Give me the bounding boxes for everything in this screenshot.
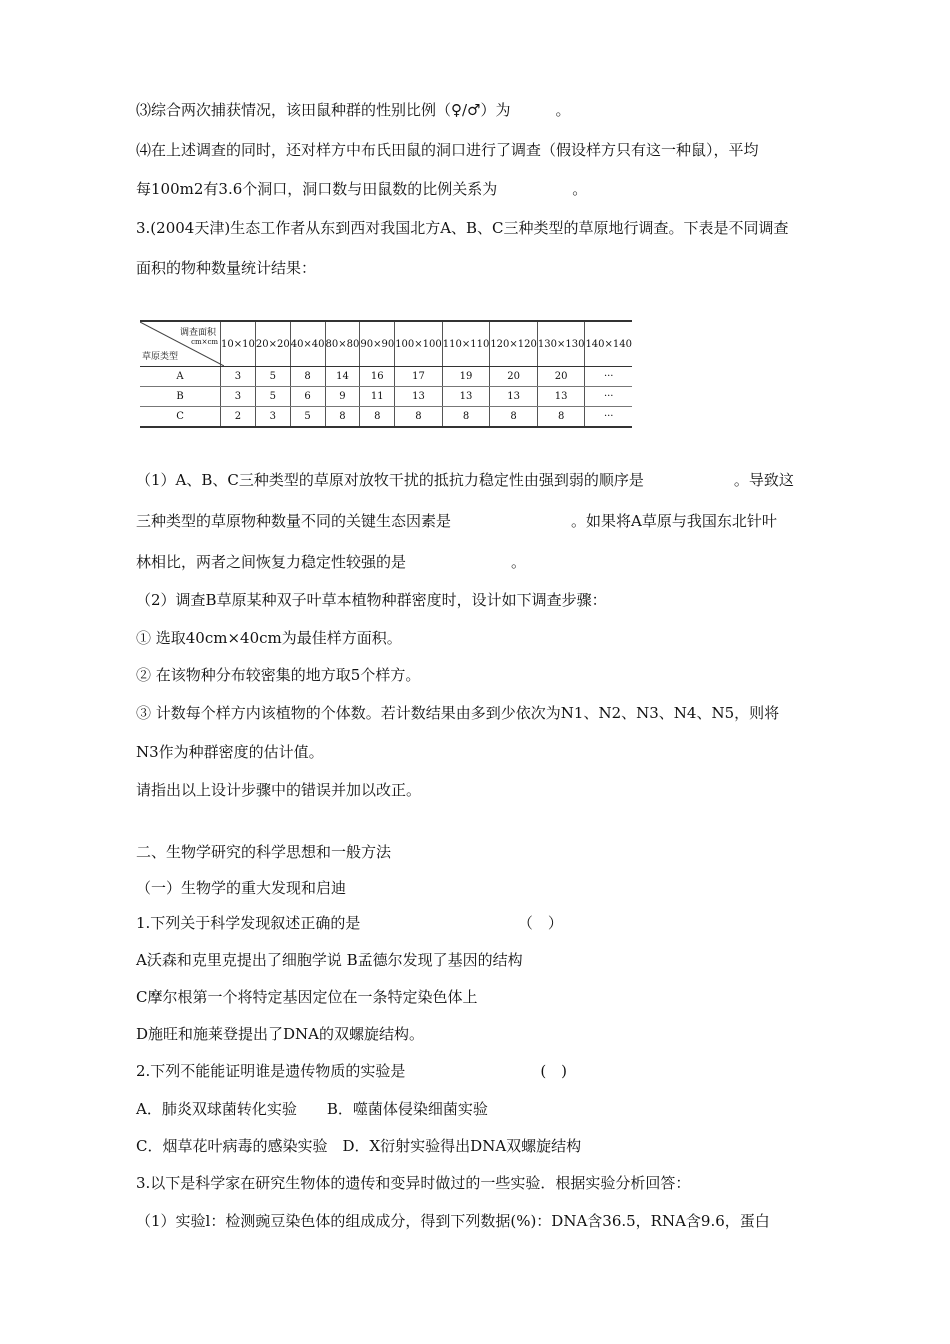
column-header: 100×100 bbox=[395, 321, 443, 367]
column-header: 90×90 bbox=[360, 321, 395, 367]
table-cell: ··· bbox=[585, 367, 632, 387]
table-cell: 17 bbox=[395, 367, 443, 387]
text-line: （1）实验l：检测豌豆染色体的组成成分，得到下列数据(%)：DNA含36.5，RNA含9.6，蛋白 bbox=[136, 1212, 770, 1230]
table-cell: 9 bbox=[325, 387, 360, 407]
table-cell: 3 bbox=[221, 367, 256, 387]
text-line: 3.以下是科学家在研究生物体的遗传和变异时做过的一些实验．根据实验分析回答： bbox=[136, 1174, 691, 1192]
table-cell: 8 bbox=[442, 407, 490, 428]
table-cell: 3 bbox=[221, 387, 256, 407]
table-cell: 13 bbox=[537, 387, 585, 407]
text-line: A．肺炎双球菌转化实验 B．噬菌体侵染细菌实验 bbox=[136, 1100, 488, 1118]
table-cell: ··· bbox=[585, 387, 632, 407]
column-header: 120×120 bbox=[490, 321, 538, 367]
table-cell: 8 bbox=[360, 407, 395, 428]
table-cell: 13 bbox=[442, 387, 490, 407]
text-line: 2.下列不能能证明谁是遗传物质的实验是 ( ) bbox=[136, 1062, 568, 1080]
text-line: ① 选取40cm×40cm为最佳样方面积。 bbox=[136, 629, 402, 647]
table-cell: 8 bbox=[325, 407, 360, 428]
text-line: ⑶综合两次捕获情况，该田鼠种群的性别比例（♀/♂）为 。 bbox=[136, 101, 571, 119]
text-line: D施旺和施莱登提出了DNA的双螺旋结构。 bbox=[136, 1025, 425, 1043]
table-cell: 8 bbox=[537, 407, 585, 428]
column-header: 40×40 bbox=[290, 321, 325, 367]
text-line: （一）生物学的重大发现和启迪 bbox=[136, 879, 347, 897]
table-cell: 13 bbox=[395, 387, 443, 407]
column-header: 130×130 bbox=[537, 321, 585, 367]
row-label: B bbox=[140, 387, 221, 407]
text-line: 林相比，两者之间恢复力稳定性较强的是 。 bbox=[136, 553, 527, 571]
table-cell: 8 bbox=[395, 407, 443, 428]
table-cell: 3 bbox=[255, 407, 290, 428]
column-header: 110×110 bbox=[442, 321, 490, 367]
table-cell: 19 bbox=[442, 367, 490, 387]
table-cell: 6 bbox=[290, 387, 325, 407]
species-count-table bbox=[140, 320, 632, 428]
table-corner-header: 调查面积 cm×cm 草原类型 bbox=[140, 321, 221, 367]
column-header: 80×80 bbox=[325, 321, 360, 367]
table-cell: ··· bbox=[585, 407, 632, 428]
text-line: ⑷在上述调查的同时，还对样方中布氏田鼠的洞口进行了调查（假设样方只有这一种鼠），平均 bbox=[136, 141, 759, 159]
text-line: A沃森和克里克提出了细胞学说 B孟德尔发现了基因的结构 bbox=[136, 951, 523, 969]
table-cell: 11 bbox=[360, 387, 395, 407]
column-header: 20×20 bbox=[255, 321, 290, 367]
text-line: ② 在该物种分布较密集的地方取5个样方。 bbox=[136, 666, 421, 684]
text-line: 面积的物种数量统计结果： bbox=[136, 259, 317, 277]
text-line: C．烟草花叶病毒的感染实验 D．X衍射实验得出DNA双螺旋结构 bbox=[136, 1137, 582, 1155]
column-header: 10×10 bbox=[221, 321, 256, 367]
row-label: A bbox=[140, 367, 221, 387]
text-line: N3作为种群密度的估计值。 bbox=[136, 743, 324, 761]
table-cell: 5 bbox=[255, 367, 290, 387]
text-line: 每100m2有3.6个洞口，洞口数与田鼠数的比例关系为 。 bbox=[136, 180, 588, 198]
text-line: （1）A、B、C三种类型的草原对放牧干扰的抵抗力稳定性由强到弱的顺序是 。导致这 bbox=[136, 471, 794, 489]
text-line: 三种类型的草原物种数量不同的关键生态因素是 。如果将A草原与我国东北针叶 bbox=[136, 512, 777, 530]
text-line: ③ 计数每个样方内该植物的个体数。若计数结果由多到少依次为N1、N2、N3、N4、N5，则将 bbox=[136, 704, 780, 722]
table-cell: 8 bbox=[290, 367, 325, 387]
table-cell: 20 bbox=[490, 367, 538, 387]
text-line: C摩尔根第一个将特定基因定位在一条特定染色体上 bbox=[136, 988, 478, 1006]
text-line: 请指出以上设计步骤中的错误并加以改正。 bbox=[136, 781, 422, 799]
table-cell: 20 bbox=[537, 367, 585, 387]
column-header: 140×140 bbox=[585, 321, 632, 367]
table-cell: 5 bbox=[255, 387, 290, 407]
table-cell: 8 bbox=[490, 407, 538, 428]
text-line: 二、生物学研究的科学思想和一般方法 bbox=[136, 843, 392, 861]
table-cell: 13 bbox=[490, 387, 538, 407]
table-cell: 16 bbox=[360, 367, 395, 387]
text-line: 1.下列关于科学发现叙述正确的是 （ ） bbox=[136, 914, 563, 932]
table-cell: 2 bbox=[221, 407, 256, 428]
text-line: 3.(2004天津)生态工作者从东到西对我国北方A、B、C三种类型的草原地行调查。下表是不同调查 bbox=[136, 219, 789, 237]
table-cell: 14 bbox=[325, 367, 360, 387]
table-cell: 5 bbox=[290, 407, 325, 428]
text-line: （2）调查B草原某种双子叶草本植物种群密度时，设计如下调查步骤： bbox=[136, 591, 607, 609]
row-label: C bbox=[176, 411, 184, 422]
